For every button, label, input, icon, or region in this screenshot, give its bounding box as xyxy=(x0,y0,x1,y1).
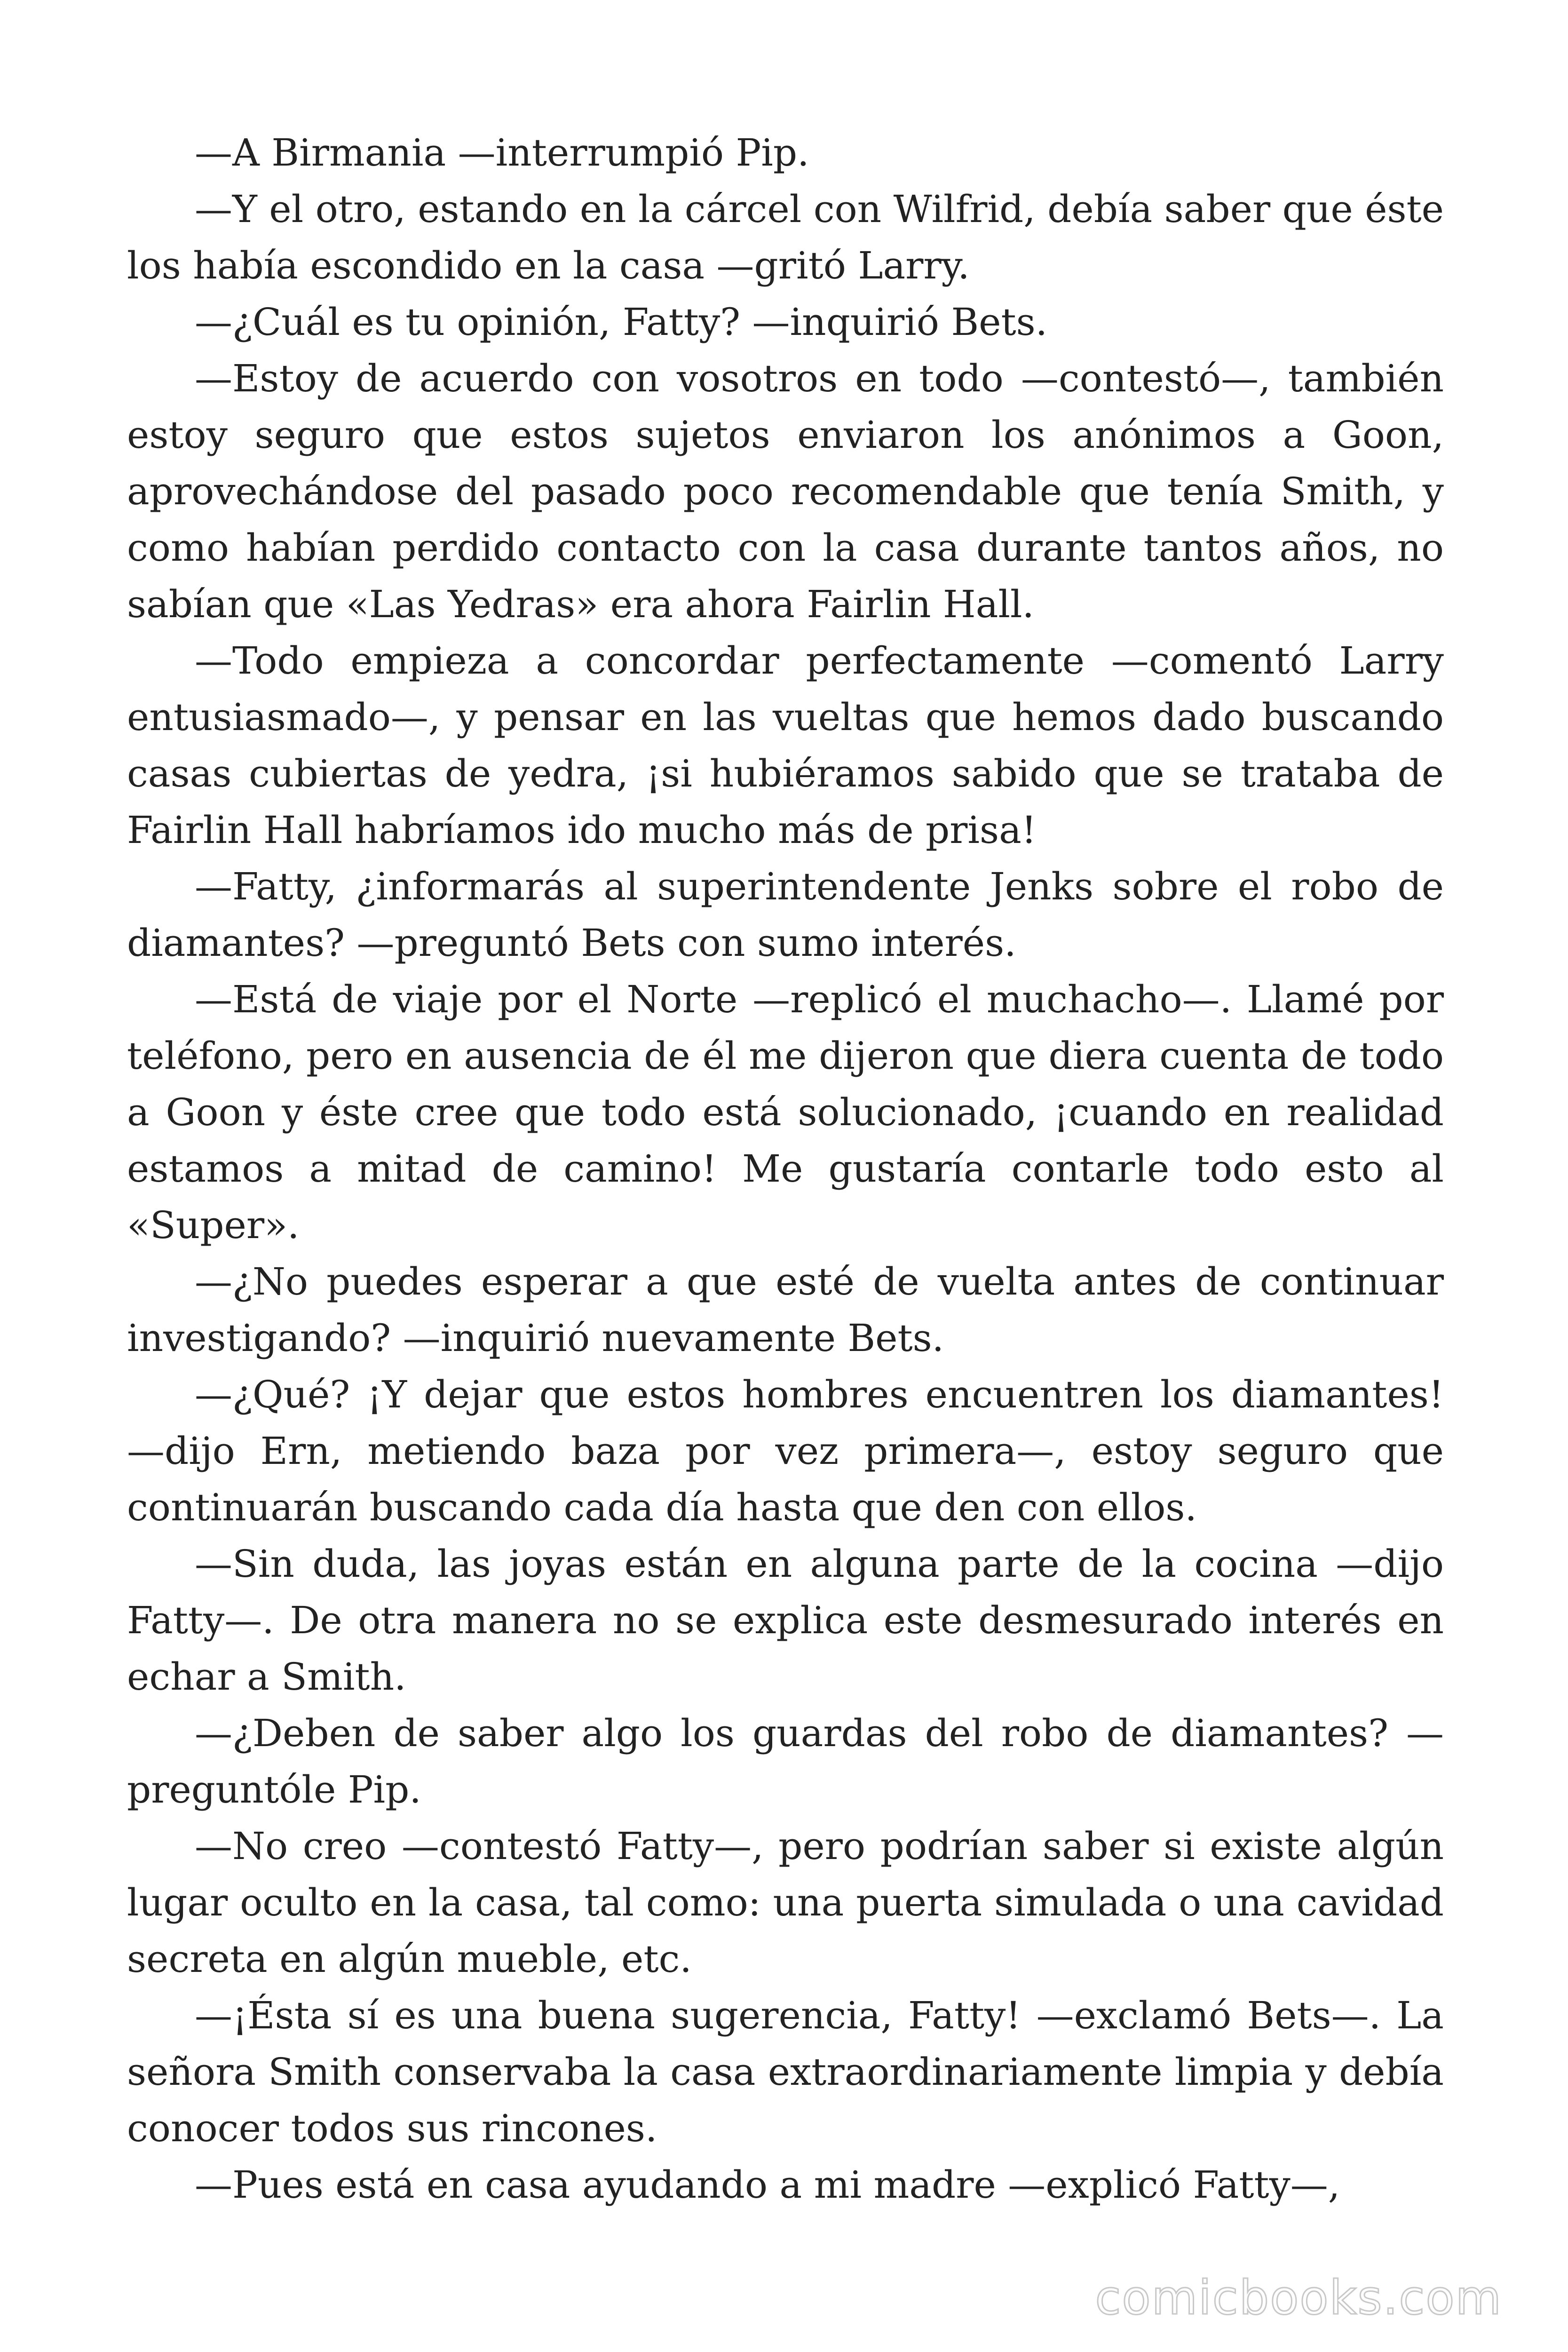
paragraph: —Todo empieza a concordar perfectamente —comentó Larry entusiasmado—, y pensar en las vueltas que hemos dado buscando casas cubiertas de yedra, ¡si hubiéramos sabido que se trataba de Fairlin Hall habríamos ido mucho más de prisa! xyxy=(127,639,1444,852)
paragraph: —Pues está en casa ayudando a mi madre —explicó Fatty—, xyxy=(195,2163,1340,2207)
paragraph: —Estoy de acuerdo con vosotros en todo —contestó—, también estoy seguro que estos sujetos enviaron los anónimos a Goon, aprovechándose del pasado poco recomendable que tenía Smith, y como habían perdido contacto con la casa durante tantos años, no sabían que «Las Yedras» era ahora Fairlin Hall. xyxy=(127,357,1444,626)
paragraph: —¿Cuál es tu opinión, Fatty? —inquirió Bets. xyxy=(195,300,1048,344)
paragraph: —¿Deben de saber algo los guardas del robo de diamantes? —preguntóle Pip. xyxy=(127,1711,1444,1812)
watermark: comicbooks.com xyxy=(1095,2270,1502,2325)
paragraph: —A Birmania —interrumpió Pip. xyxy=(195,131,809,175)
paragraph: —No creo —contestó Fatty—, pero podrían saber si existe algún lugar oculto en la casa, tal como: una puerta simulada o una cavidad secreta en algún mueble, etc. xyxy=(127,1824,1444,1981)
paragraph: —¿Qué? ¡Y dejar que estos hombres encuentren los diamantes! —dijo Ern, metiendo baza por vez primera—, estoy seguro que continuarán buscando cada día hasta que den con ellos. xyxy=(127,1373,1444,1529)
paragraph: —¿No puedes esperar a que esté de vuelta antes de continuar investigando? —inquirió nuevamente Bets. xyxy=(127,1260,1444,1360)
page-text xyxy=(127,125,1444,2213)
paragraph: —Fatty, ¿informarás al superintendente Jenks sobre el robo de diamantes? —preguntó Bets con sumo interés. xyxy=(127,865,1444,965)
paragraph: —Sin duda, las joyas están en alguna parte de la cocina —dijo Fatty—. De otra manera no se explica este desmesurado interés en echar a Smith. xyxy=(127,1542,1444,1699)
paragraph: —Está de viaje por el Norte —replicó el muchacho—. Llamé por teléfono, pero en ausencia de él me dijeron que diera cuenta de todo a Goon y éste cree que todo está solucionado, ¡cuando en realidad estamos a mitad de camino! Me gustaría contarle todo esto al «Super». xyxy=(127,977,1444,1247)
paragraph: —¡Ésta sí es una buena sugerencia, Fatty! —exclamó Bets—. La señora Smith conservaba la casa extraordinariamente limpia y debía conocer todos sus rincones. xyxy=(127,1994,1444,2150)
paragraph: —Y el otro, estando en la cárcel con Wilfrid, debía saber que éste los había escondido en la casa —gritó Larry. xyxy=(127,187,1444,287)
